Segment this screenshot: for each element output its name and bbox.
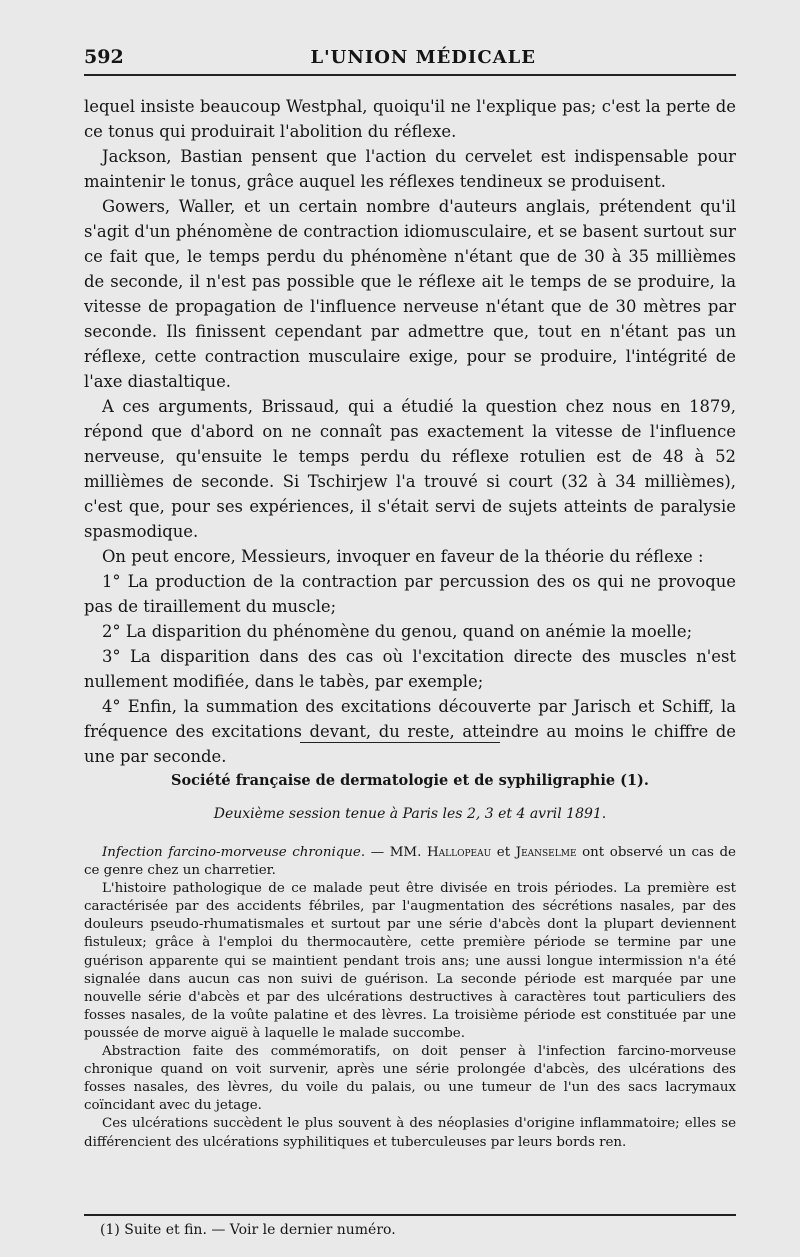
list-item: 3° La disparition dans des cas où l'excitation directe des muscles n'est nullement modifiée, dans le tabès, par exemple; <box>84 647 736 691</box>
list-item: 4° Enfin, la summation des excitations découverte par Jarisch et Schiff, la fréquence des excitations devant, du reste, atteindre au moins le chiffre de une par seconde. <box>84 697 736 766</box>
paragraph: On peut encore, Messieurs, invoquer en faveur de la théorie du réflexe : <box>102 547 704 566</box>
page-header <box>84 46 736 72</box>
paragraph: Jackson, Bastian pensent que l'action du cervelet est indispensable pour maintenir le tonus, grâce auquel les réflexes tendineux se produisent. <box>84 147 736 191</box>
section-subtitle: Deuxième session tenue à Paris les 2, 3 et 4 avril 1891. <box>213 806 607 822</box>
author-name: Hallopeau <box>426 845 492 860</box>
section-divider <box>300 742 500 743</box>
paragraph: Infection farcino-morveuse chronique. — MM. Hallopeau et Jeanselme ont observé un cas de ce genre chez un charretier. <box>84 845 736 879</box>
footnote: (1) Suite et fin. — Voir le dernier numéro. <box>100 1222 396 1238</box>
paragraph: lequel insiste beaucoup Westphal, quoiqu'il ne l'explique pas; c'est la perte de ce tonus qui produirait l'abolition du réflexe. <box>84 97 736 141</box>
list-item: 2° La disparition du phénomène du genou, quand on anémie la moelle; <box>102 622 693 641</box>
paragraph: Gowers, Waller, et un certain nombre d'auteurs anglais, prétendent qu'il s'agit d'un phénomène de contraction idiomusculaire, et se basent surtout sur ce fait que, le temps perdu du phénomène n'étant que de 30 à 35 millièmes de seconde, il n'est pas possible que le réflexe ait le temps de se produire, la vitesse de propagation de l'influence nerveuse n'étant que de 30 mètres par seconde. Ils finissent cependant par admettre que, tout en n'étant pas un réflexe, cette contraction musculaire exige, pour se produire, l'intégrité de l'axe diastaltique. <box>84 197 736 391</box>
footnote-rule <box>84 1214 736 1216</box>
section-title: Société française de dermatologie et de syphiligraphie (1). <box>171 772 649 789</box>
paragraph: Abstraction faite des commémoratifs, on doit penser à l'infection farcino-morveuse chronique quand on voit survenir, après une série prolongée d'abcès, des ulcérations des fosses nasales, des lèvres, du voile du palais, ou une tumeur de l'un des sacs lacrymaux coïncidant avec du jetage. <box>84 1044 736 1114</box>
running-title: L'UNION MÉDICALE <box>310 47 536 68</box>
article-body <box>84 94 736 769</box>
author-name: Jeanselme <box>515 845 577 860</box>
header-rule <box>84 74 736 76</box>
paragraph: L'histoire pathologique de ce malade peut être divisée en trois périodes. La première est caractérisée par des accidents fébriles, par l'augmentation des sécrétions nasales, par des douleurs pseudo-rhumatismales et surtout par une série d'abcès dont la plupart deviennent fistuleux; grâce à l'emploi du thermocautère, cette première période se termine par une guérison apparente qui se maintient pendant trois ans; une aussi longue intermission n'a été signalée dans aucun cas non suivi de guérison. La seconde période est marquée par une nouvelle série d'abcès et par des ulcérations destructives à caractères tout particuliers des fosses nasales, de la voûte palatine et des lèvres. La troisième période est constituée par une poussée de morve aiguë à laquelle le malade succombe. <box>84 881 736 1041</box>
section-body <box>84 844 736 1152</box>
list-item: 1° La production de la contraction par percussion des os qui ne provoque pas de tiraillement du muscle; <box>84 572 736 616</box>
page-number: 592 <box>84 46 124 68</box>
paragraph: Ces ulcérations succèdent le plus souvent à des néoplasies d'origine inflammatoire; elles se différencient des ulcérations syphilitiques et tuberculeuses par leurs bords ren. <box>84 1116 736 1150</box>
case-title: Infection farcino-morveuse chronique. <box>102 845 366 860</box>
paragraph: A ces arguments, Brissaud, qui a étudié la question chez nous en 1879, répond que d'abord on ne connaît pas exactement la vitesse de l'influence nerveuse, qu'ensuite le temps perdu du réflexe rotulien est de 48 à 52 millièmes de seconde. Si Tschirjew l'a trouvé si court (32 à 34 millièmes), c'est que, pour ses expériences, il s'était servi de sujets atteints de paralysie spasmodique. <box>84 397 736 541</box>
